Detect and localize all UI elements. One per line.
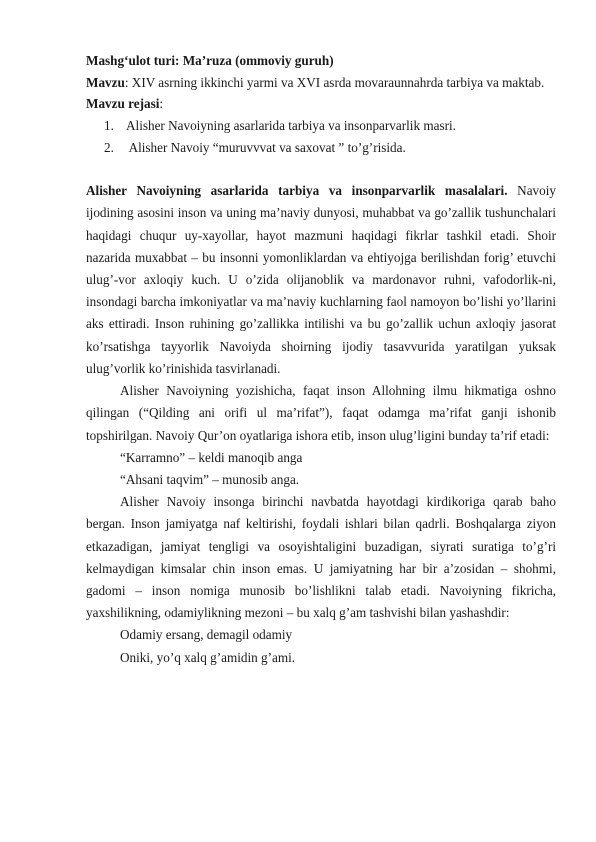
quote-line: “Ahsani taqvim” – munosib anga. xyxy=(120,472,300,487)
paragraph-line: topshirilgan. Navoiy Qur’on oyatlariga ishora etib, inson ulug’ligini bunday ta’rif etadi: xyxy=(86,428,550,443)
paragraph-line: ko’rsatishga tayyorlik Navoiyda shoirning ijodiy tasavvurida yaratilgan yuksak xyxy=(86,339,556,354)
quote-line: “Karramno” – keldi manoqib anga xyxy=(120,450,303,465)
plan-item-text: Alisher Navoiyning asarlarida tarbiya va insonparvarlik masri. xyxy=(126,118,456,133)
paragraph-line: Alisher Navoiyning yozishicha, faqat inson Allohning ilmu hikmatiga oshno xyxy=(120,383,556,398)
topic-label: Mavzu xyxy=(86,75,125,90)
paragraph-line: etkazadigan, jamiyat tengligi va osoyishtaligini buzadigan, siyrati suratiga to’g’ri xyxy=(86,539,556,554)
paragraph-line: insondagi barcha imkoniyatlar va ma’naviy kuchlarning faol namoyon bo’lishi yo’llarini xyxy=(86,294,556,309)
paragraph-line: gadomi – inson nomiga munosib bo’lishlikni talab etadi. Navoiyning fikricha, xyxy=(86,583,556,598)
plan-item-number: 1. xyxy=(104,118,114,133)
plan-item-text: Alisher Navoiy “muruvvvat va saxovat ” to’g’risida. xyxy=(126,140,406,155)
plan-item-number: 2. xyxy=(104,140,114,155)
paragraph-line: bergan. Inson jamiyatga naf keltirishi, foydali ishlari bilan qadrli. Boshqalarga ziyon xyxy=(86,516,556,531)
verse-line: Odamiy ersang, demagil odamiy xyxy=(120,627,293,642)
section-heading: Alisher Navoiyning asarlarida tarbiya va insonparvarlik masalalari. xyxy=(86,183,508,198)
paragraph-line: haqidagi chuqur uy-xayollar, hayot mazmuni haqidagi fikrlar tashkil etadi. Shoir xyxy=(86,228,556,243)
paragraph-line: ijodining asosini inson va uning ma’naviy dunyosi, muhabbat va go’zallik tushunchalari xyxy=(86,205,556,220)
verse-line: Oniki, yo’q xalq g’amidin g’ami. xyxy=(120,650,296,665)
paragraph-line: aks ettiradi. Inson ruhining go’zallikka intilishi va bu go’zallik uchun axloqiy jasorat xyxy=(86,316,556,331)
section-heading-line: Alisher Navoiyning asarlarida tarbiya va insonparvarlik masalalari. Navoiy xyxy=(86,183,556,198)
paragraph-line: Alisher Navoiy insonga birinchi navbatda hayotdagi kirdikoriga qarab baho xyxy=(120,494,556,509)
plan-heading: Mavzu rejasi: xyxy=(86,96,164,111)
paragraph-line: yaxshilikning, odamiylikning mezoni – bu xalq g’am tashvishi bilan yashashdir: xyxy=(86,605,510,620)
paragraph-line: qilingan (“Qilding ani orifi ul ma’rifat”), faqat odamga ma’rifat ganji ishonib xyxy=(86,405,556,420)
topic-value: : XIV asrning ikkinchi yarmi va XVI asrda movaraunnahrda tarbiya va maktab. xyxy=(124,75,545,90)
plan-item xyxy=(104,118,456,134)
plan-item xyxy=(104,140,406,156)
paragraph-line: ulug’vorlik ko’rinishida tasvirlanadi. xyxy=(86,361,281,376)
lesson-type-label: Mashg‘ulot turi: xyxy=(86,53,180,68)
paragraph-line: kelmaydigan kimsalar chin inson emas. U jamiyatning har bir a’zosidan – shohmi, xyxy=(86,561,556,576)
lesson-type-line xyxy=(86,53,334,69)
paragraph-line: ulug’-vor axloqiy kuch. U o’zida olijanoblik va mardonavor ruhni, vafodorlik-ni, xyxy=(86,272,556,287)
lesson-type-value: Ma’ruza (ommoviy guruh) xyxy=(182,53,334,68)
topic-line xyxy=(86,75,544,91)
paragraph-line: nazarida muxabbat – bu insonni yomonliklardan va ehtiyojga berilishdan forig’ etuvchi xyxy=(86,250,556,265)
plan-label: Mavzu rejasi xyxy=(86,96,160,111)
